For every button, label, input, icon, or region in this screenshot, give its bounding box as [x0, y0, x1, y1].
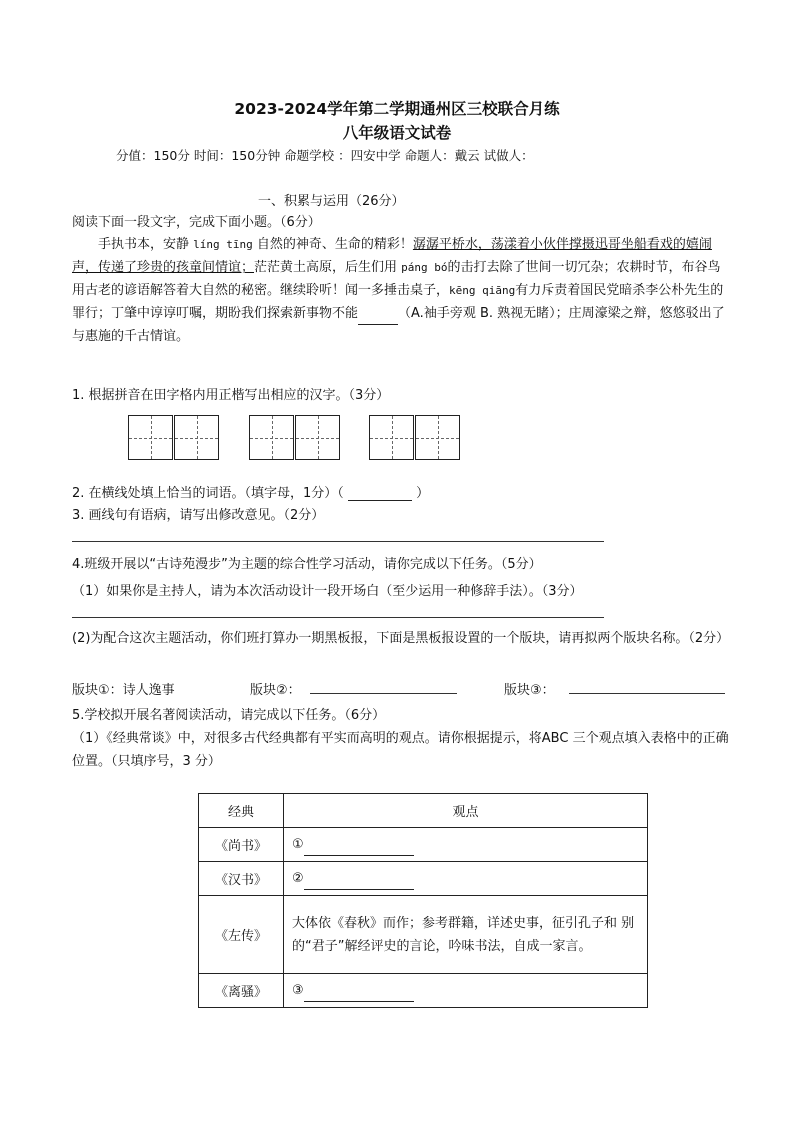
table-header-row	[199, 794, 648, 828]
view-marker: ①	[292, 837, 304, 852]
underlined-sentence: 潺潺平桥水，荡漾着小伙伴撑摄迅哥坐船看戏的嬉闹声，传递了珍贵的孩童间情谊；	[72, 237, 712, 275]
exam-meta: 分值：150分 时间：150分钟 命题学校 ：四安中学 命题人：戴云 试做人：	[116, 148, 534, 163]
answer-line-q3[interactable]	[72, 541, 604, 542]
answer-line-q4-1[interactable]	[72, 617, 604, 618]
pinyin-3: kēng qiāng	[449, 284, 516, 297]
answer-blank-q2[interactable]	[348, 486, 412, 501]
question-5: 5.学校拟开展名著阅读活动，请完成以下任务。（6分）	[72, 708, 386, 723]
table-row	[199, 828, 648, 862]
passage-text-5: 有力斥责着国民党暗杀李公朴先生的罪行；丁肇中谆谆叮嘱，期盼我们探索新事物不能	[72, 283, 724, 321]
reading-intro: 阅读下面一段文字，完成下面小题。（6分）	[72, 215, 321, 230]
table-cell-book: 《尚书》	[199, 828, 284, 862]
tianzi-cell[interactable]	[174, 415, 219, 460]
question-5-part-1: （1）《经典常谈》中，对很多古代经典都有平实而高明的观点。请你根据提示，将ABC 三个观点填入表格中的正确位置。（只填序号，3 分）	[72, 731, 729, 769]
question-4-part-1: （1）如果你是主持人，请为本次活动设计一段开场白（至少运用一种修辞手法）。（3分）	[72, 584, 583, 599]
table-row	[199, 896, 648, 974]
table-cell-book: 《左传》	[199, 896, 284, 974]
passage-text-6: （A.袖手旁观 B. 熟视无睹）；庄周濠梁之辩，悠悠驳出了与惠施的千古情谊。	[72, 306, 725, 344]
exam-subtitle: 八年级语文试卷	[342, 124, 452, 142]
passage-text-2: 自然的神奇、生命的精彩！	[256, 237, 413, 252]
answer-line-block-3[interactable]	[569, 693, 725, 694]
view-marker: ②	[292, 871, 304, 886]
table-row	[199, 974, 648, 1008]
table-cell-view[interactable]	[284, 828, 648, 862]
table-cell-view[interactable]	[284, 974, 648, 1008]
pinyin-2: páng bó	[401, 261, 448, 274]
table-row	[199, 862, 648, 896]
answer-blank[interactable]	[304, 987, 414, 1002]
answer-line-block-2[interactable]	[310, 693, 457, 694]
section-heading: 一、积累与运用（26分）	[258, 194, 405, 209]
question-2-close: ）	[416, 486, 430, 501]
table-cell-book: 《汉书》	[199, 862, 284, 896]
answer-blank[interactable]	[304, 875, 414, 890]
block-1: 版块①：诗人逸事	[72, 683, 175, 698]
exam-title: 2023-2024学年第二学期通州区三校联合月练	[234, 100, 560, 118]
question-2-text: 2. 在横线处填上恰当的词语。（填字母，1分）（	[72, 486, 344, 501]
word-blank[interactable]	[358, 310, 398, 325]
table-cell-book: 《离骚》	[199, 974, 284, 1008]
view-marker: ③	[292, 983, 304, 998]
answer-blank[interactable]	[304, 841, 414, 856]
passage-text-1: 手执书本，安静	[98, 237, 190, 252]
question-1: 1. 根据拼音在田字格内用正楷写出相应的汉字。（3分）	[72, 388, 390, 403]
question-2	[72, 482, 429, 501]
table-cell-view[interactable]	[284, 862, 648, 896]
classics-table	[198, 793, 648, 1008]
question-3: 3. 画线句有语病，请写出修改意见。（2分）	[72, 508, 325, 523]
tianzi-cell[interactable]	[415, 415, 460, 460]
block-2-label: 版块②：	[250, 683, 301, 698]
table-header-classic: 经典	[199, 794, 284, 828]
reading-passage	[72, 233, 732, 348]
question-4: 4.班级开展以“古诗苑漫步”为主题的综合性学习活动，请你完成以下任务。（5分）	[72, 557, 542, 572]
table-header-view: 观点	[284, 794, 648, 828]
table-cell-view: 大体依《春秋》而作；参考群籍，详述史事，征引孔子和 别的“君子”解经评史的言论，吟味书法，自成一家言。	[284, 896, 648, 974]
pinyin-1: líng tīng	[193, 238, 253, 251]
tianzi-cell[interactable]	[295, 415, 340, 460]
tianzi-cell[interactable]	[128, 415, 173, 460]
question-4-part-2: (2)为配合这次主题活动，你们班打算办一期黑板报，下面是黑板报设置的一个版块，请再拟两个版块名称。（2分）	[72, 631, 730, 646]
tianzi-cell[interactable]	[369, 415, 414, 460]
tianzi-cell[interactable]	[249, 415, 294, 460]
block-3-label: 版块③：	[504, 683, 555, 698]
passage-text-3: 茫茫黄土高原，后生们用	[254, 260, 398, 275]
passage-text-4: 的击打去除了世间一切冗杂；农耕时节，布谷鸟用古老的谚语解答着大自然的秘密。继续聆听！闻一多捶击桌子，	[72, 260, 721, 298]
